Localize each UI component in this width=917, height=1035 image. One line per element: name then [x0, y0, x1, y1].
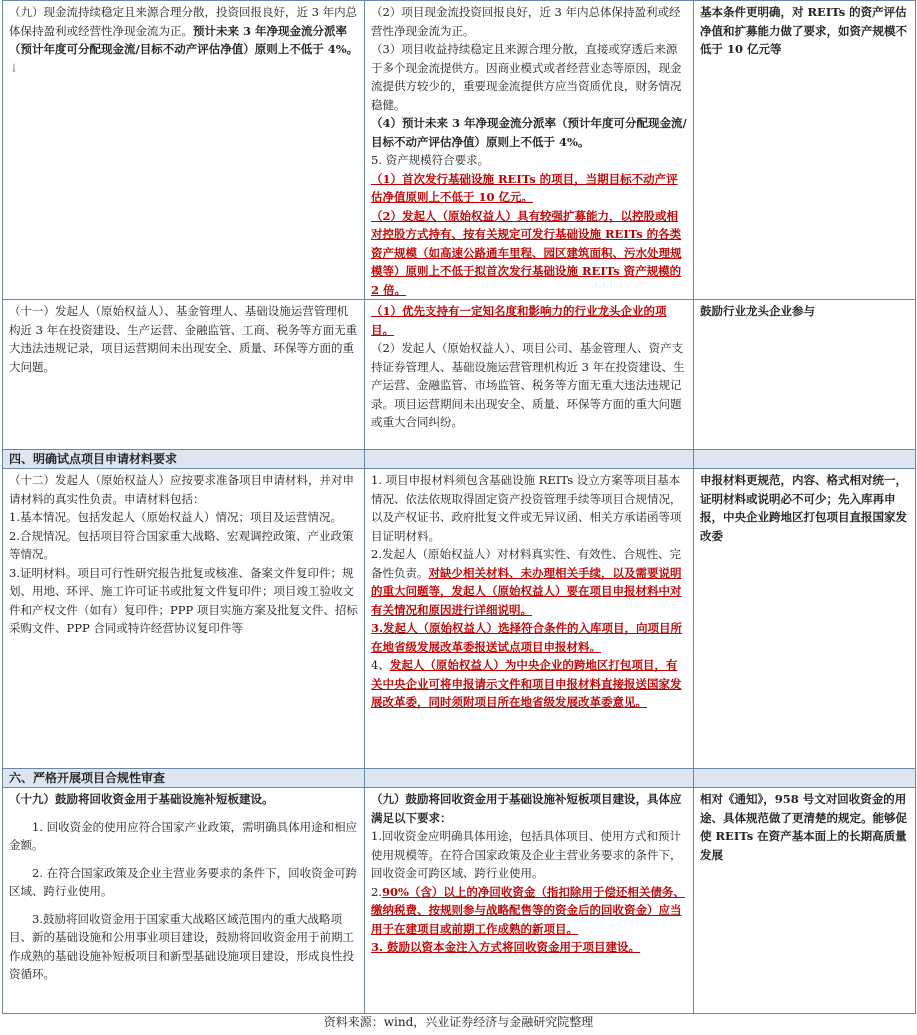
- comment-cell: 鼓励行业龙头企业参与: [694, 300, 916, 450]
- new-rule-cell: [365, 469, 694, 769]
- new-rule-para: 5. 资产规模符合要求。: [371, 153, 490, 167]
- old-rule-para: （十二）发起人（原始权益人）应按要求准备项目申请材料，并对申请材料的真实性负责。申请材料包括：: [9, 473, 354, 506]
- highlight-text: （1）优先支持有一定知名度和影响力的行业龙头企业的项目。: [371, 304, 667, 337]
- section-heading-row: [3, 450, 916, 469]
- old-rule-para: 1.基本情况。包括发起人（原始权益人）情况；项目及运营情况。: [9, 510, 342, 524]
- section-heading-row: [3, 769, 916, 788]
- table-row: [3, 788, 916, 1014]
- old-rule-cell: [3, 469, 365, 769]
- comment-cell: 申报材料更规范，内容、格式相对统一，证明材料或说明必不可少；先入库再申报，中央企业跨地区打包项目直报国家发改委: [694, 469, 916, 769]
- new-rule-para-bold: （4）预计未来 3 年净现金流分派率（预计年度可分配现金流/目标不动产评估净值）原则上不低于 4%。: [371, 116, 687, 149]
- comment-cell: 相对《通知》，958 号文对回收资金的用途、具体规范做了更清楚的规定。能够促使 REITs 在资产基本面上的长期高质量发展: [694, 788, 916, 1014]
- old-rule-para: 2. 在符合国家政策及企业主营业务要求的条件下，回收资金可跨区域、跨行业使用。: [9, 865, 358, 898]
- table-row: [3, 300, 916, 450]
- old-rule-cell: （十一）发起人（原始权益人）、基金管理人、基础设施运营管理机构近 3 年在投资建设、生产运营、金融监管、工商、税务等方面无重大违法违规记录，项目运营期间未出现安全、质量、环保等方面的重大问题。: [3, 300, 365, 450]
- new-rule-cell: [365, 788, 694, 1014]
- new-rule-para: 2.: [371, 884, 382, 899]
- new-rule-para: 1.回收资金应明确具体用途，包括具体项目、使用方式和预计使用规模等。在符合国家政策及企业主营业务要求的条件下，回收资金可跨区域、跨行业使用。: [371, 829, 682, 880]
- highlight-text: 3. 鼓励以资本金注入方式将回收资金用于项目建设。: [371, 940, 641, 954]
- new-rule-cell: [365, 300, 694, 450]
- section-title: 四、明确试点项目申请材料要求: [3, 450, 365, 469]
- old-rule-para: 3.鼓励将回收资金用于国家重大战略区域范围内的重大战略项目、新的基础设施和公用事业项目建设，鼓励将回收资金用于前期工作成熟的基础设施补短板项目和新型基础设施项目建设，形成良性投资循环。: [9, 911, 354, 981]
- new-rule-para: （2）项目现金流投资回报良好，近 3 年内总体保持盈利或经营性净现金流为正。: [371, 5, 681, 38]
- highlight-text: 发起人（原始权益人）为中央企业的跨地区打包项目，有关中央企业可将申报请示文件和项目申报材料直接报送国家发展改革委，同时须附项目所在地省级发展改革委意见。: [371, 658, 682, 709]
- old-rule-cell: [3, 788, 365, 1014]
- old-rule-text-bold: 预计未来 3 年净现金流分派率（预计年度可分配现金流/目标不动产评估净值）原则上不低于 4%。: [9, 23, 359, 56]
- old-rule-para: 2.合规情况。包括项目符合国家重大战略、宏观调控政策、产业政策等情况。: [9, 528, 354, 561]
- comment-cell: 基本条件更明确，对 REITs 的资产评估净值和扩募能力做了要求，如资产规模不低于 10 亿元等: [694, 1, 916, 300]
- highlight-text: 90%（含）以上的净回收资金（指扣除用于偿还相关债务、缴纳税费、按规则参与战略配售等的资金后的回收资金）应当用于在建项目或前期工作成熟的新项目。: [371, 884, 685, 936]
- new-rule-para: 2.发起人（原始权益人）对材料真实性、有效性、合规性、完备性负责。: [371, 547, 681, 580]
- old-rule-cell: （九）现金流持续稳定且来源合理分散，投资回报良好，近 3 年内总体保持盈利或经营性净现金流为正。预计未来 3 年净现金流分派率（预计年度可分配现金流/目标不动产评估净值）原则上不低于 4%。↓: [3, 1, 365, 300]
- new-rule-cell: [365, 1, 694, 300]
- section-title: 六、严格开展项目合规性审查: [3, 769, 365, 788]
- new-rule-para: 4、: [371, 658, 390, 672]
- table-row: [3, 1, 916, 300]
- highlight-text: 对缺少相关材料、未办理相关手续，以及需要说明的重大问题等，发起人（原始权益人）要在项目申报材料中对有关情况和原因进行详细说明。: [371, 565, 682, 617]
- comparison-table: [2, 0, 916, 1014]
- highlight-text: （2）发起人（原始权益人）具有较强扩募能力，以控股或相对控股方式持有、按有关规定可发行基础设施 REITs 的各类资产规模（如高速公路通车里程、园区建筑面积、污水处理规模等）原则上不低于拟首次发行基础设施 REITs 资产规模的 2 倍。: [371, 208, 682, 297]
- table-row: [3, 469, 916, 769]
- new-rule-para-bold: （九）鼓励将回收资金用于基础设施补短板项目建设，具体应满足以下要求：: [371, 792, 682, 825]
- new-rule-para: （3）项目收益持续稳定且来源合理分散，直接或穿透后来源于多个现金流提供方。因商业模式或者经营业态等原因，现金流提供方较少的，重要现金流提供方应当资质优良，财务情况稳健。: [371, 42, 682, 112]
- highlight-text: 3.发起人（原始权益人）选择符合条件的入库项目，向项目所在地省级发展改革委报送试点项目申报材料。: [371, 621, 683, 654]
- new-rule-para: 1. 项目申报材料须包含基础设施 REITs 设立方案等项目基本情况、依法依规取得固定资产投资管理手续等项目合规情况，以及产权证书、政府批复文件或无异议函、相关方承诺函等项目证明材料。: [371, 473, 682, 543]
- new-rule-para: （2）发起人（原始权益人）、项目公司、基金管理人、资产支持证券管理人、基础设施运营管理机构近 3 年在投资建设、生产运营、金融监管、市场监管、税务等方面无重大违法违规记录。项目运营期间未出现安全、质量、环保等方面的重大问题或重大合同纠纷。: [371, 341, 685, 429]
- old-rule-para-bold: （十九）鼓励将回收资金用于基础设施补短板建设。: [9, 792, 274, 806]
- highlight-text: （1）首次发行基础设施 REITs 的项目，当期目标不动产评估净值原则上不低于 10 亿元。: [371, 171, 678, 204]
- old-rule-para: 1. 回收资金的使用应符合国家产业政策，需明确具体用途和相应金额。: [9, 819, 358, 852]
- old-rule-text: （九）现金流持续稳定且来源合理分散，投资回报良好，近 3 年内总体保持盈利或经营性净现金流为正。: [9, 5, 358, 38]
- source-note: 资料来源：wind，兴业证券经济与金融研究院整理: [323, 1015, 594, 1029]
- old-rule-para: 3.证明材料。项目可行性研究报告批复或核准、备案文件复印件；规划、用地、环评、施工许可证书或批复文件复印件；项目竣工验收文件和产权文件（如有）复印件；PPP 项目实施方案及批复文件、招标采购文件、PPP 合同或特许经营协议复印件等: [9, 565, 358, 635]
